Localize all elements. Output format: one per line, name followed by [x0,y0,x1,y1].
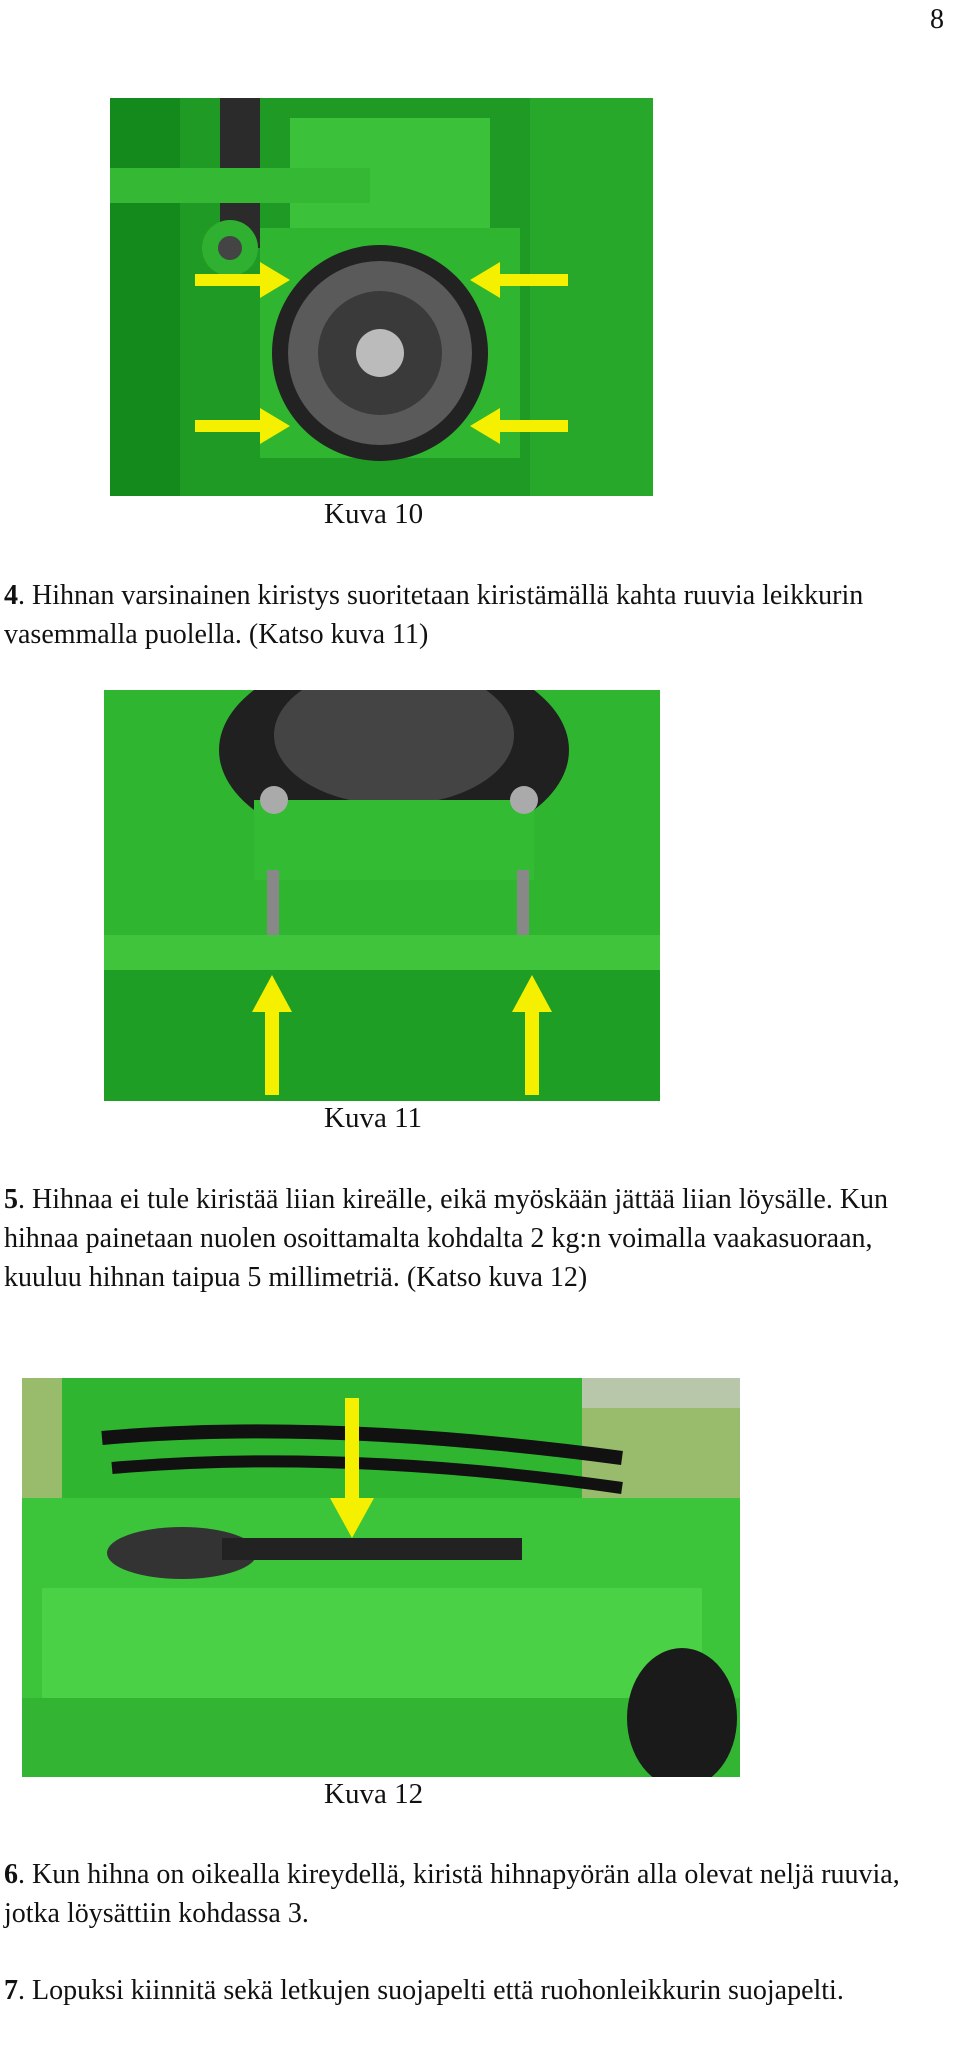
step-number: 7 [4,1975,18,2006]
page-number: 8 [930,4,944,35]
step-5 [4,1180,944,1297]
step-number: 6 [4,1859,18,1890]
step-7 [4,1971,944,2010]
step-4 [4,576,944,654]
step-text: . Kun hihna on oikealla kireydellä, kiristä hihnapyörän alla olevat neljä ruuvia, jotka löysättiin kohdassa 3. [4,1859,900,1929]
step-text: . Hihnan varsinainen kiristys suoritetaan kiristämällä kahta ruuvia leikkurin vasemmalla puolella. (Katso kuva 11) [4,580,864,650]
figure-10-caption: Kuva 10 [324,498,424,530]
figure-12-caption: Kuva 12 [324,1778,424,1810]
figure-11-photo [104,690,660,1101]
figure-11-caption: Kuva 11 [324,1102,422,1134]
figure-12-photo [22,1378,740,1777]
figure-10-photo [110,98,653,496]
step-number: 5 [4,1184,18,1215]
step-text: . Hihnaa ei tule kiristää liian kireälle, eikä myöskään jättää liian löysälle. Kun hihnaa painetaan nuolen osoittamalta kohdalta 2 kg:n voimalla vaakasuoraan, kuuluu hihnan taipua 5 millimetriä. (Katso kuva 12) [4,1184,889,1293]
step-6 [4,1855,944,1933]
step-text: . Lopuksi kiinnitä sekä letkujen suojapelti että ruohonleikkurin suojapelti. [18,1975,844,2006]
step-number: 4 [4,580,18,611]
